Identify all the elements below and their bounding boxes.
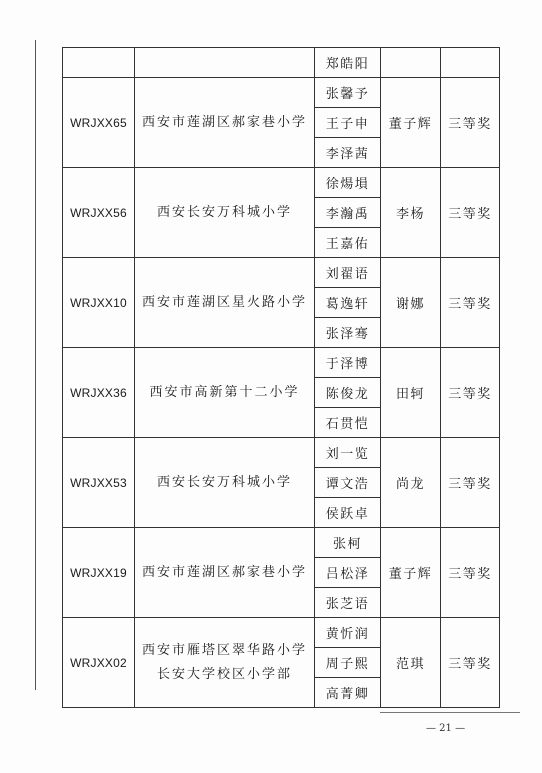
teacher-cell: 董子辉	[381, 78, 441, 168]
code-cell: WRJXX19	[63, 528, 135, 618]
student-cell: 周子熙	[315, 648, 381, 678]
school-name-line: 西安市高新第十二小学	[149, 384, 300, 400]
student-cell: 吕松泽	[315, 558, 381, 588]
student-cell: 刘一览	[315, 438, 381, 468]
student-cell: 谭文浩	[315, 468, 381, 498]
school-cell	[135, 348, 315, 438]
award-cell: 三等奖	[441, 168, 500, 258]
school-cell	[135, 78, 315, 168]
table-row	[63, 168, 500, 198]
school-name-line: 西安长安万科城小学	[156, 204, 292, 220]
binding-margin-line	[35, 40, 36, 690]
teacher-cell: 谢娜	[381, 258, 441, 348]
award-cell: 三等奖	[441, 528, 500, 618]
page-number: — 21 —	[426, 723, 466, 734]
student-cell: 高菁卿	[315, 678, 381, 708]
table-row	[63, 438, 500, 468]
school-name-line: 西安长安万科城小学	[156, 474, 292, 490]
table-row	[63, 618, 500, 648]
student-cell: 王子申	[315, 108, 381, 138]
student-cell: 张芝语	[315, 588, 381, 618]
student-cell: 葛逸轩	[315, 288, 381, 318]
teacher-cell	[381, 48, 441, 78]
award-cell: 三等奖	[441, 438, 500, 528]
school-name-line: 西安市莲湖区郝家巷小学	[141, 564, 307, 580]
award-cell: 三等奖	[441, 618, 500, 708]
school-cell	[135, 48, 315, 78]
school-name-line: 西安市莲湖区星火路小学	[141, 294, 307, 310]
award-cell: 三等奖	[441, 348, 500, 438]
teacher-cell: 董子辉	[381, 528, 441, 618]
table-row	[63, 528, 500, 558]
school-name-line: 西安市莲湖区郝家巷小学	[141, 114, 307, 130]
code-cell	[63, 48, 135, 78]
student-cell: 王嘉佑	[315, 228, 381, 258]
award-cell	[441, 48, 500, 78]
code-cell: WRJXX65	[63, 78, 135, 168]
student-cell: 于泽博	[315, 348, 381, 378]
school-cell	[135, 438, 315, 528]
school-cell	[135, 258, 315, 348]
student-cell: 黄忻润	[315, 618, 381, 648]
student-cell: 刘翟语	[315, 258, 381, 288]
code-cell: WRJXX56	[63, 168, 135, 258]
student-cell: 郑皓阳	[315, 48, 381, 78]
school-name-line: 西安市雁塔区翠华路小学	[141, 642, 307, 658]
code-cell: WRJXX53	[63, 438, 135, 528]
school-cell	[135, 618, 315, 708]
student-cell: 张柯	[315, 528, 381, 558]
table-row	[63, 258, 500, 288]
student-cell: 张馨予	[315, 78, 381, 108]
student-cell: 李泽茜	[315, 138, 381, 168]
code-cell: WRJXX02	[63, 618, 135, 708]
code-cell: WRJXX36	[63, 348, 135, 438]
table-row	[63, 348, 500, 378]
teacher-cell: 范琪	[381, 618, 441, 708]
student-cell: 张泽骞	[315, 318, 381, 348]
teacher-cell: 李杨	[381, 168, 441, 258]
student-cell: 陈俊龙	[315, 378, 381, 408]
table-row	[63, 78, 500, 108]
teacher-cell: 田轲	[381, 348, 441, 438]
table-row	[63, 48, 500, 78]
teacher-cell: 尚龙	[381, 438, 441, 528]
award-cell: 三等奖	[441, 258, 500, 348]
award-cell: 三等奖	[441, 78, 500, 168]
school-cell	[135, 528, 315, 618]
student-cell: 石贯恺	[315, 408, 381, 438]
student-cell: 侯跃卓	[315, 498, 381, 528]
awards-table-body	[63, 48, 500, 708]
code-cell: WRJXX10	[63, 258, 135, 348]
student-cell: 李瀚禹	[315, 198, 381, 228]
awards-table	[62, 47, 500, 708]
footer-divider	[380, 712, 520, 713]
school-cell	[135, 168, 315, 258]
student-cell: 徐煬塤	[315, 168, 381, 198]
school-name-line: 长安大学校区小学部	[156, 666, 292, 682]
